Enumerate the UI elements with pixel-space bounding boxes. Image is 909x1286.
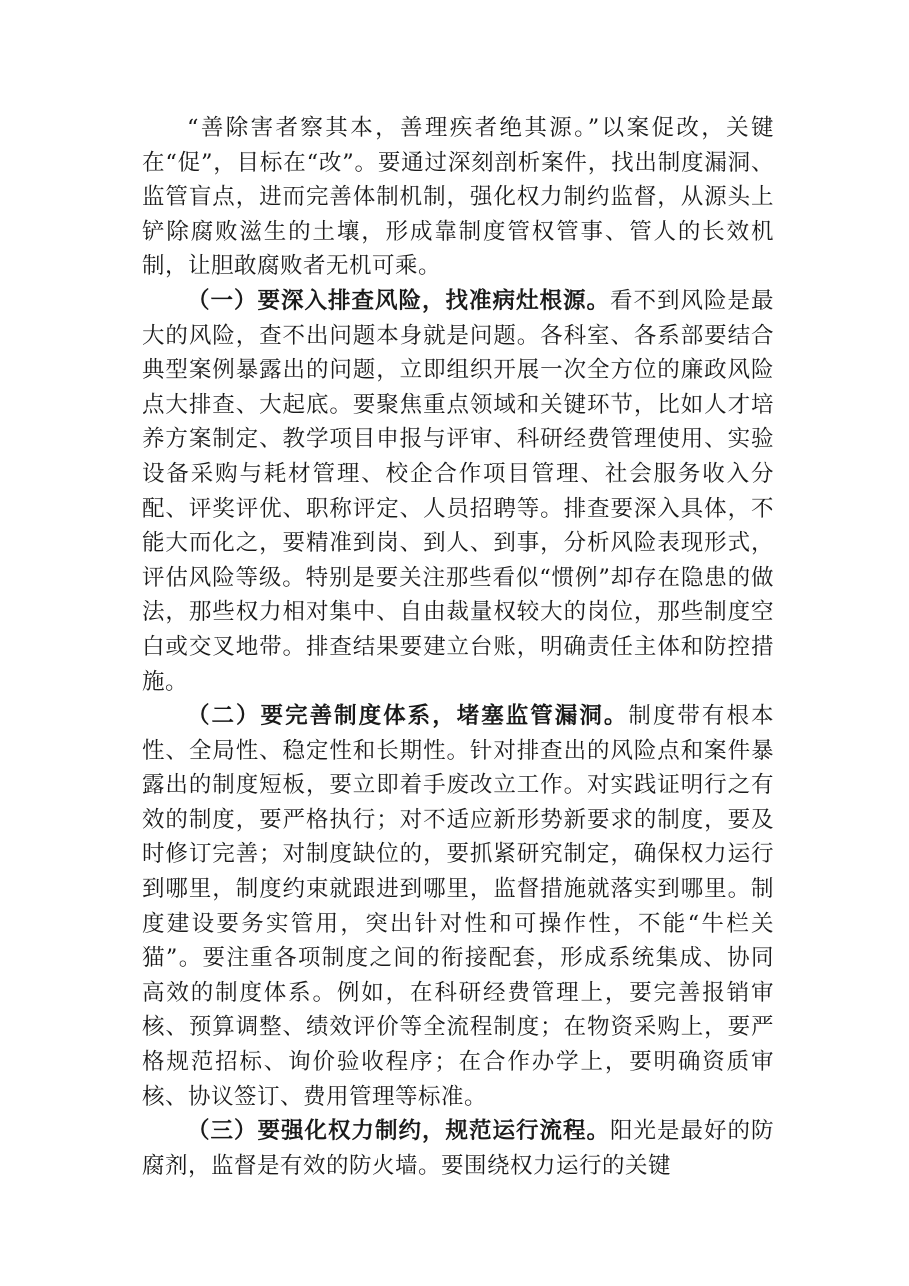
paragraph-intro <box>142 111 774 284</box>
paragraph-text: 看不到风险是最大的风险，查不出问题本身就是问题。各科室、各系部要结合典型案例暴露出的问题，立即组织开展一次全方位的廉政风险点大排查、大起底。要聚焦重点领域和关键环节，比如人才培养方案制定、教学项目申报与评审、科研经费管理使用、实验设备采购与耗材管理、校企合作项目管理、社会服务收入分配、评奖评优、职称评定、人员招聘等。排查要深入具体，不能大而化之，要精准到岗、到人、到事，分析风险表现形式，评估风险等级。特别是要关注那些看似“惯例”却存在隐患的做法，那些权力相对集中、自由裁量权较大的岗位，那些制度空白或交叉地带。排查结果要建立台账，明确责任主体和防控措施。 <box>142 287 774 695</box>
section-heading: （二）要完善制度体系，堵塞监管漏洞。 <box>187 703 629 730</box>
section-heading: （一）要深入排查风险，找准病灶根源。 <box>187 287 610 314</box>
paragraph-text: “善除害者察其本，善理疾者绝其源。”以案促改，关键在“促”，目标在“改”。要通过深刻剖析案件，找出制度漏洞、监管盲点，进而完善体制机制，强化权力制约监督，从源头上铲除腐败滋生的土壤，形成靠制度管权管事、管人的长效机制，让胆敢腐败者无机可乘。 <box>142 115 774 280</box>
document-body <box>142 111 774 1183</box>
paragraph-text: 阳光是最好的防腐剂，监督是有效的防火墙。要围绕权力运行的关键 <box>142 1118 774 1179</box>
section-heading: （三）要强化权力制约，规范运行流程。 <box>187 1118 610 1145</box>
paragraph-section-1 <box>142 284 774 699</box>
paragraph-text: 制度带有根本性、全局性、稳定性和长期性。针对排查出的风险点和案件暴露出的制度短板，要立即着手废改立工作。对实践证明行之有效的制度，要严格执行；对不适应新形势新要求的制度，要及时修订完善；对制度缺位的，要抓紧研究制定，确保权力运行到哪里，制度约束就跟进到哪里，监督措施就落实到哪里。制度建设要务实管用，突出针对性和可操作性，不能“牛栏关猫”。要注重各项制度之间的衔接配套，形成系统集成、协同高效的制度体系。例如，在科研经费管理上，要完善报销审核、预算调整、绩效评价等全流程制度；在物资采购上，要严格规范招标、询价验收程序；在合作办学上，要明确资质审核、协议签订、费用管理等标准。 <box>142 703 774 1110</box>
paragraph-section-3 <box>142 1114 774 1183</box>
paragraph-section-2 <box>142 699 774 1114</box>
